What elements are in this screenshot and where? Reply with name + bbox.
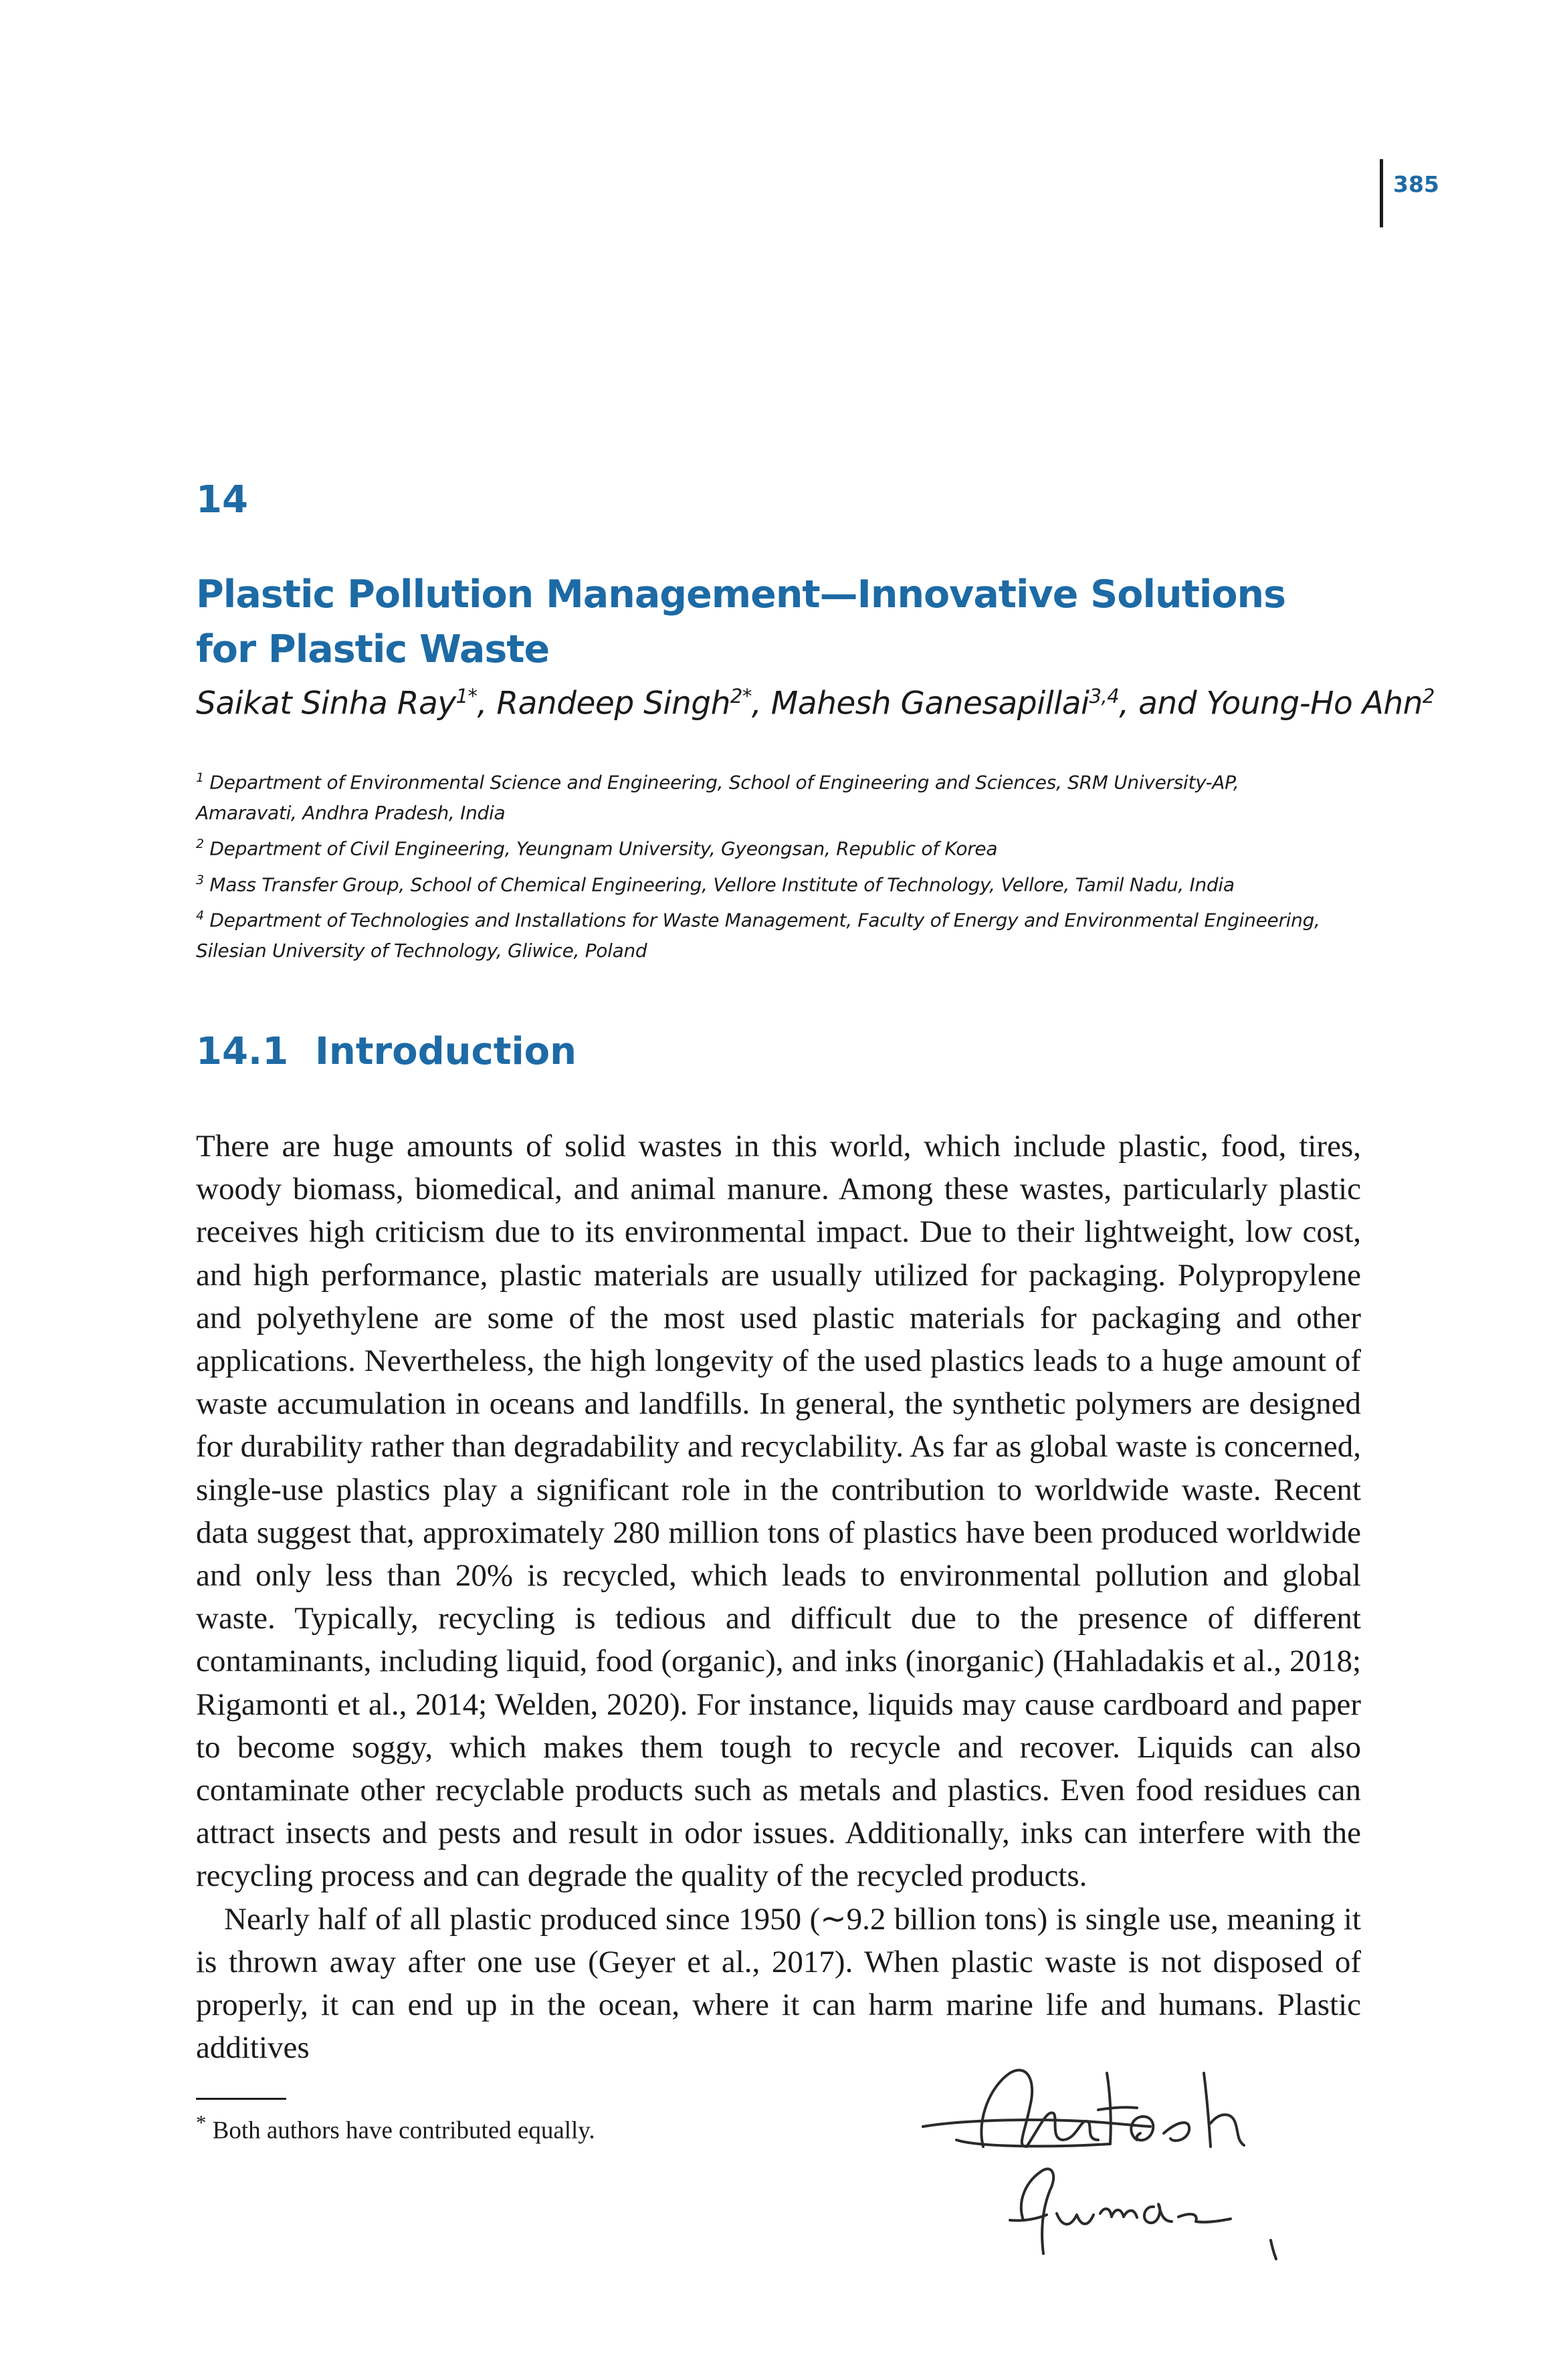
section-title: Introduction <box>315 1030 577 1073</box>
body-text <box>196 1125 1361 2069</box>
author-separator: , <box>477 685 497 722</box>
author-affiliation-marker: 1* <box>455 685 478 708</box>
footnote <box>196 2111 595 2145</box>
affiliation-continuation: Amaravati, Andhra Pradesh, India <box>196 802 506 825</box>
affiliation-text: Department of Civil Engineering, Yeungnam University, Gyeongsan, Republic of Korea <box>209 837 998 860</box>
affiliation-text: Mass Transfer Group, School of Chemical Engineering, Vellore Institute of Technology, Vellore, Tamil Nadu, India <box>209 873 1235 895</box>
author-affiliation-marker: 3,4 <box>1089 685 1120 708</box>
body-paragraph: Nearly half of all plastic produced since 1950 (∼9.2 billion tons) is single use, meaning it is thrown away after one use (Geyer et al., 2017). When plastic waste is not disposed of properly, it can end up in the ocean, where it can harm marine life and humans. Plastic additives <box>196 1901 1361 2066</box>
affiliation-text: Department of Environmental Science and Engineering, School of Engineering and Sciences, SRM University-AP, <box>209 771 1239 794</box>
author-affiliation-marker: 2* <box>730 685 752 708</box>
author-name: Mahesh Ganesapillai <box>770 685 1089 722</box>
affiliation-continuation: Silesian University of Technology, Gliwice, Poland <box>196 940 647 962</box>
body-paragraph: There are huge amounts of solid wastes in this world, which include plastic, food, tires, woody biomass, biomedical, and animal manure. Among these wastes, particularly plastic receives high criticism due to its environmental impact. Due to their lightweight, low cost, and high performance, plastic materials are usually utilized for packaging. Polypropylene and polyethylene are some of the most used plastic materials for packaging and other applications. Nevertheless, the high longevity of the used plastics leads to a huge amount of waste accumulation in oceans and landfills. In general, the synthetic polymers are designed for durability rather than degradability and recyclability. As far as global waste is concerned, single-use plastics play a significant role in the contribution to worldwide waste. Recent data suggest that, approximately 280 million tons of plastics have been produced worldwide and only less than 20% is recycled, which leads to environmental pollution and global waste. Typically, recycling is tedious and difficult due to the presence of different contaminants, including liquid, food (organic), and inks (inorganic) (Hahladakis et al., 2018; Rigamonti et al., 2014; Welden, 2020). For instance, liquids may cause cardboard and paper to become soggy, which makes them tough to recycle and recover. Liquids can also contaminate other recyclable products such as metals and plastics. Even food residues can attract insects and pests and result in odor issues. Additionally, inks can interfere with the recycling process and can degrade the quality of the recycled products. <box>196 1129 1361 1894</box>
affiliation-item <box>196 829 1400 864</box>
footnote-text: Both authors have contributed equally. <box>212 2117 595 2145</box>
author-separator: , and <box>1119 685 1207 722</box>
author-name: Randeep Singh <box>496 685 730 722</box>
affiliation-item <box>196 900 1400 936</box>
affiliation-text: Department of Technologies and Installations for Waste Management, Faculty of Energy and Environmental Engineering, <box>209 909 1320 932</box>
affiliation-list <box>196 762 1400 966</box>
affiliation-marker: 3 <box>196 872 204 887</box>
page-number: 385 <box>1393 171 1439 197</box>
signature-text: Santosh <box>910 2284 914 2285</box>
footnote-rule <box>196 2098 286 2100</box>
author-list <box>196 685 1435 722</box>
chapter-title-line-1: Plastic Pollution Management—Innovative Solutions <box>196 572 1286 617</box>
chapter-number: 14 <box>196 478 248 522</box>
affiliation-item <box>196 762 1400 798</box>
author-affiliation-marker: 2 <box>1422 685 1435 708</box>
author-separator: , <box>751 685 771 722</box>
affiliation-item <box>196 865 1400 900</box>
section-number: 14.1 <box>196 1030 289 1073</box>
chapter-title-line-2: for Plastic Waste <box>196 627 550 671</box>
footnote-marker: * <box>196 2111 207 2134</box>
author-name: Young-Ho Ahn <box>1206 685 1423 722</box>
handwritten-signature <box>910 2046 1324 2287</box>
affiliation-marker: 1 <box>196 770 204 785</box>
header-rule <box>1380 159 1383 227</box>
affiliation-marker: 4 <box>196 907 204 923</box>
affiliation-marker: 2 <box>196 837 204 852</box>
chapter-title <box>196 567 1400 677</box>
author-name: Saikat Sinha Ray <box>196 685 456 722</box>
section-heading <box>196 1030 577 1073</box>
